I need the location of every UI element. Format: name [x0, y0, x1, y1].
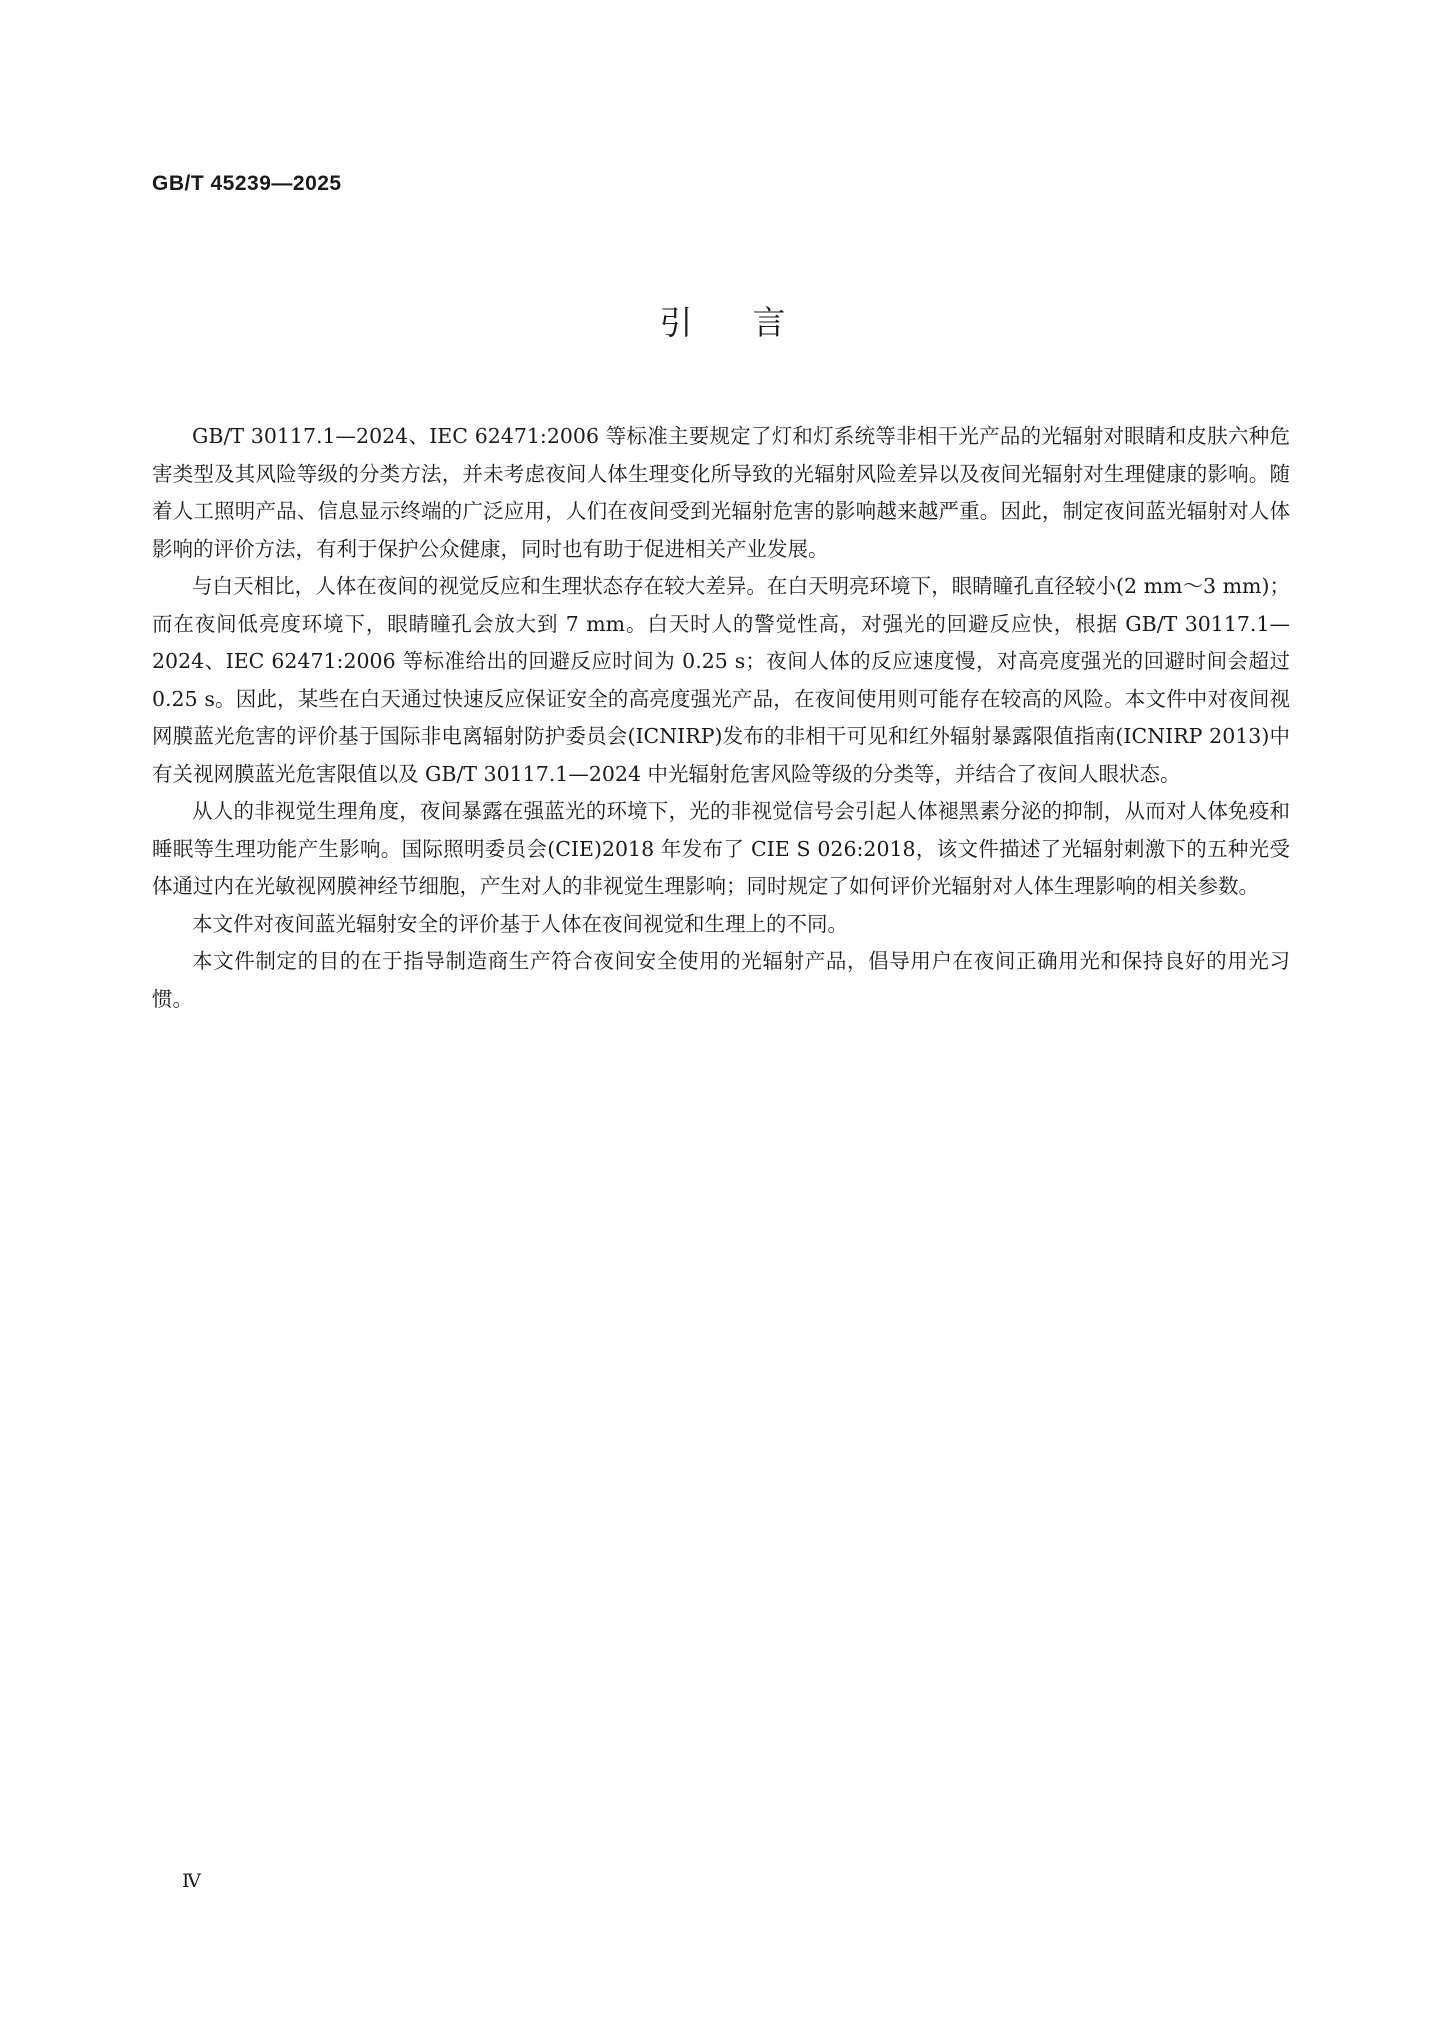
section-title: 引言	[659, 303, 846, 342]
paragraph-3: 从人的非视觉生理角度，夜间暴露在强蓝光的环境下，光的非视觉信号会引起人体褪黑素分泌的抑制，从而对人体免疫和睡眠等生理功能产生影响。国际照明委员会(CIE)2018 年发布了 CIE S 026:2018，该文件描述了光辐射刺激下的五种光受体通过内在光敏视网膜神经节细胞，产生对人的非视觉生理影响；同时规定了如何评价光辐射对人体生理影响的相关参数。	[152, 799, 1290, 898]
paragraph-5: 本文件制定的目的在于指导制造商生产符合夜间安全使用的光辐射产品，倡导用户在夜间正确用光和保持良好的用光习惯。	[152, 949, 1290, 1011]
body-text	[152, 418, 1290, 1018]
paragraph-4: 本文件对夜间蓝光辐射安全的评价基于人体在夜间视觉和生理上的不同。	[192, 911, 848, 936]
paragraph-1: GB/T 30117.1—2024、IEC 62471:2006 等标准主要规定了灯和灯系统等非相干光产品的光辐射对眼睛和皮肤六种危害类型及其风险等级的分类方法，并未考虑夜间人体生理变化所导致的光辐射风险差异以及夜间光辐射对生理健康的影响。随着人工照明产品、信息显示终端的广泛应用，人们在夜间受到光辐射危害的影响越来越严重。因此，制定夜间蓝光辐射对人体影响的评价方法，有利于保护公众健康，同时也有助于促进相关产业发展。	[152, 424, 1290, 561]
page-number: Ⅳ	[182, 1871, 201, 1892]
paragraph-2: 与白天相比，人体在夜间的视觉反应和生理状态存在较大差异。在白天明亮环境下，眼睛瞳孔直径较小(2 mm～3 mm)；而在夜间低亮度环境下，眼睛瞳孔会放大到 7 mm。白天时人的警觉性高，对强光的回避反应快，根据 GB/T 30117.1—2024、IEC 62471:2006 等标准给出的回避反应时间为 0.25 s；夜间人体的反应速度慢，对高亮度强光的回避时间会超过 0.25 s。因此，某些在白天通过快速反应保证安全的高亮度强光产品，在夜间使用则可能存在较高的风险。本文件中对夜间视网膜蓝光危害的评价基于国际非电离辐射防护委员会(ICNIRP)发布的非相干可见和红外辐射暴露限值指南(ICNIRP 2013)中有关视网膜蓝光危害限值以及 GB/T 30117.1—2024 中光辐射危害风险等级的分类等，并结合了夜间人眼状态。	[152, 574, 1290, 786]
document-code: GB/T 45239—2025	[152, 172, 342, 195]
